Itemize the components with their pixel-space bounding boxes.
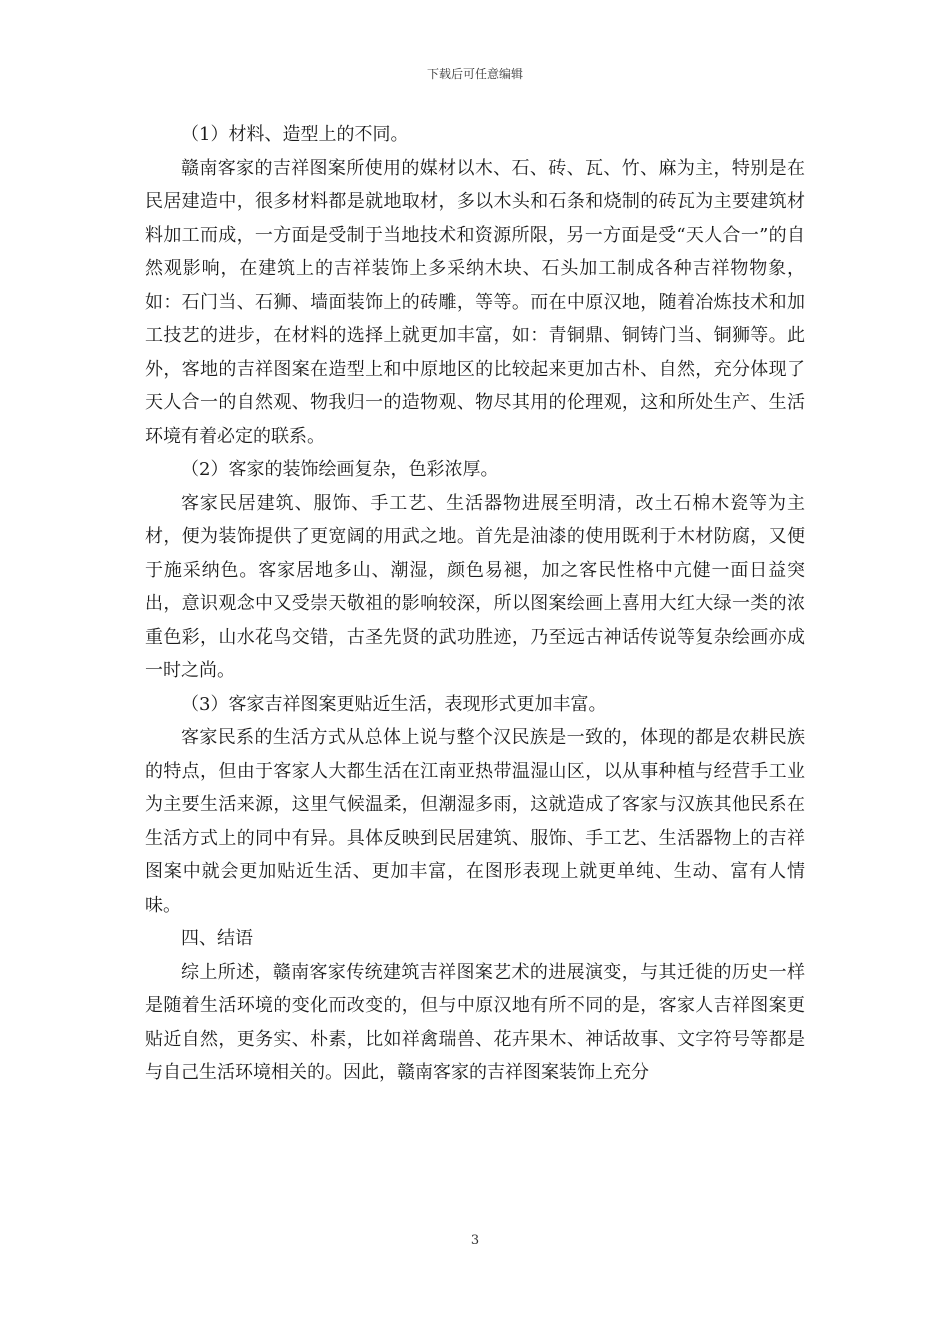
section-heading-4: 四、结语 xyxy=(181,928,253,949)
page-number: 3 xyxy=(470,1233,480,1248)
section-heading-3: （3）客家吉祥图案更贴近生活，表现形式更加丰富。 xyxy=(181,693,607,715)
body-paragraph-3: 客家民系的生活方式从总体上说与整个汉民族是一致的，体现的都是农耕民族的特点，但由于客家人大都生活在江南亚热带温湿山区，以从事种植与经营手工业为主要生活来源，这里气候温柔，但潮湿多雨，这就造成了客家与汉族其他民系在生活方式上的同中有异。具体反映到民居建筑、服饰、手工艺、生活器物上的吉祥图案中就会更加贴近生活、更加丰富，在图形表现上就更单纯、生动、富有人情味。 xyxy=(145,727,805,916)
body-paragraph-4: 综上所述，赣南客家传统建筑吉祥图案艺术的进展演变，与其迁徙的历史一样是随着生活环境的变化而改变的，但与中原汉地有所不同的是，客家人吉祥图案更贴近自然，更务实、朴素，比如祥禽瑞兽、花卉果木、神话故事、文字符号等都是与自己生活环境相关的。因此，赣南客家的吉祥图案装饰上充分 xyxy=(145,961,805,1083)
document-body xyxy=(145,118,805,1090)
section-heading-2: （2）客家的装饰绘画复杂，色彩浓厚。 xyxy=(181,459,499,480)
body-paragraph-2: 客家民居建筑、服饰、手工艺、生活器物进展至明清，改土石棉木瓷等为主材，便为装饰提供了更宽阔的用武之地。首先是油漆的使用既利于木材防腐，又便于施采纳色。客家居地多山、潮湿，颜色易褪，加之客民性格中亢健一面日益突出，意识观念中又受崇天敬祖的影响较深，所以图案绘画上喜用大红大绿一类的浓重色彩，山水花鸟交错，古圣先贤的武功胜迹，乃至远古神话传说等复杂绘画亦成一时之尚。 xyxy=(145,492,805,681)
page-header-note: 下载后可任意编辑 xyxy=(426,67,523,81)
body-paragraph-1: 赣南客家的吉祥图案所使用的媒材以木、石、砖、瓦、竹、麻为主，特别是在民居建造中，很多材料都是就地取材，多以木头和石条和烧制的砖瓦为主要建筑材料加工而成，一方面是受制于当地技术和资源所限，另一方面是受“天人合一”的自然观影响，在建筑上的吉祥装饰上多采纳木块、石头加工制成各种吉祥物物象，如：石门当、石狮、墙面装饰上的砖雕，等等。而在中原汉地，随着冶炼技术和加工技艺的进步，在材料的选择上就更加丰富，如：青铜鼎、铜铸门当、铜狮等。此外，客地的吉祥图案在造型上和中原地区的比较起来更加古朴、自然，充分体现了天人合一的自然观、物我归一的造物观、物尽其用的伦理观，这和所处生产、生活环境有着必定的联系。 xyxy=(145,157,805,447)
section-heading-1: （1）材料、造型上的不同。 xyxy=(181,124,409,145)
